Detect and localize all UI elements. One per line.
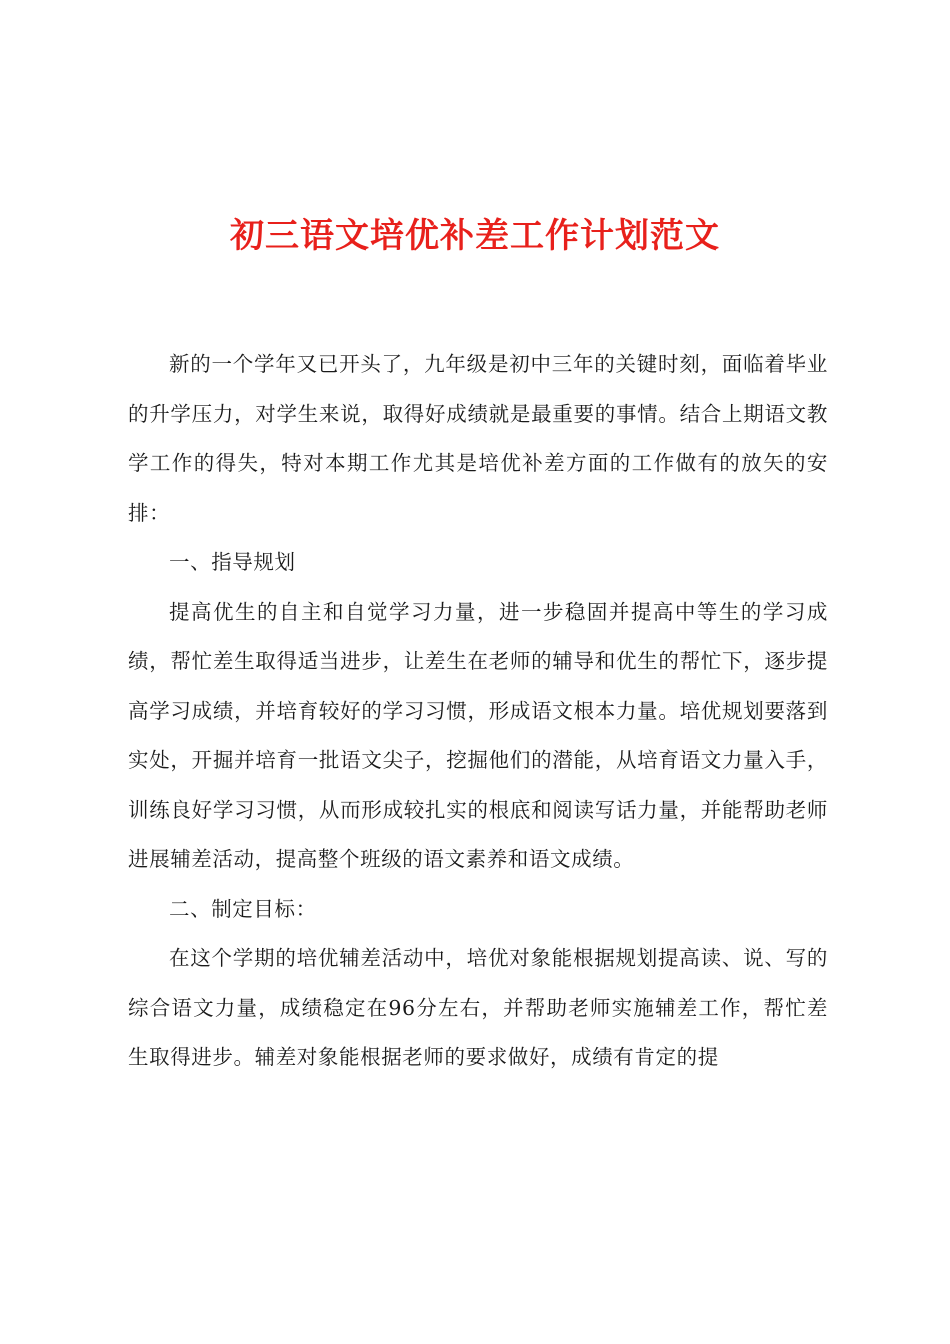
intro-paragraph: 新的一个学年又已开头了，九年级是初中三年的关键时刻，面临着毕业的升学压力，对学生来说，取得好成绩就是最重要的事情。结合上期语文教学工作的得失，特对本期工作尤其是培优补差方面的工作做有的放矢的安排： bbox=[128, 352, 828, 525]
section-heading-goals: 二、制定目标： bbox=[169, 896, 317, 921]
goals-paragraph: 在这个学期的培优辅差活动中，培优对象能根据规划提高读、说、写的综合语文力量，成绩稳定在96分左右，并帮助老师实施辅差工作，帮忙差生取得进步。辅差对象能根据老师的要求做好，成绩有肯定的提 bbox=[128, 946, 828, 1069]
document-body bbox=[128, 340, 828, 1083]
document-title: 初三语文培优补差工作计划范文 bbox=[230, 216, 720, 256]
guidance-paragraph: 提高优生的自主和自觉学习力量，进一步稳固并提高中等生的学习成绩，帮忙差生取得适当进步，让差生在老师的辅导和优生的帮忙下，逐步提高学习成绩，并培育较好的学习习惯，形成语文根本力量。培优规划要落到实处，开掘并培育一批语文尖子，挖掘他们的潜能，从培育语文力量入手，训练良好学习习惯，从而形成较扎实的根底和阅读写话力量，并能帮助老师进展辅差活动，提高整个班级的语文素养和语文成绩。 bbox=[128, 599, 828, 871]
section-heading-guidance: 一、指导规划 bbox=[169, 550, 296, 574]
